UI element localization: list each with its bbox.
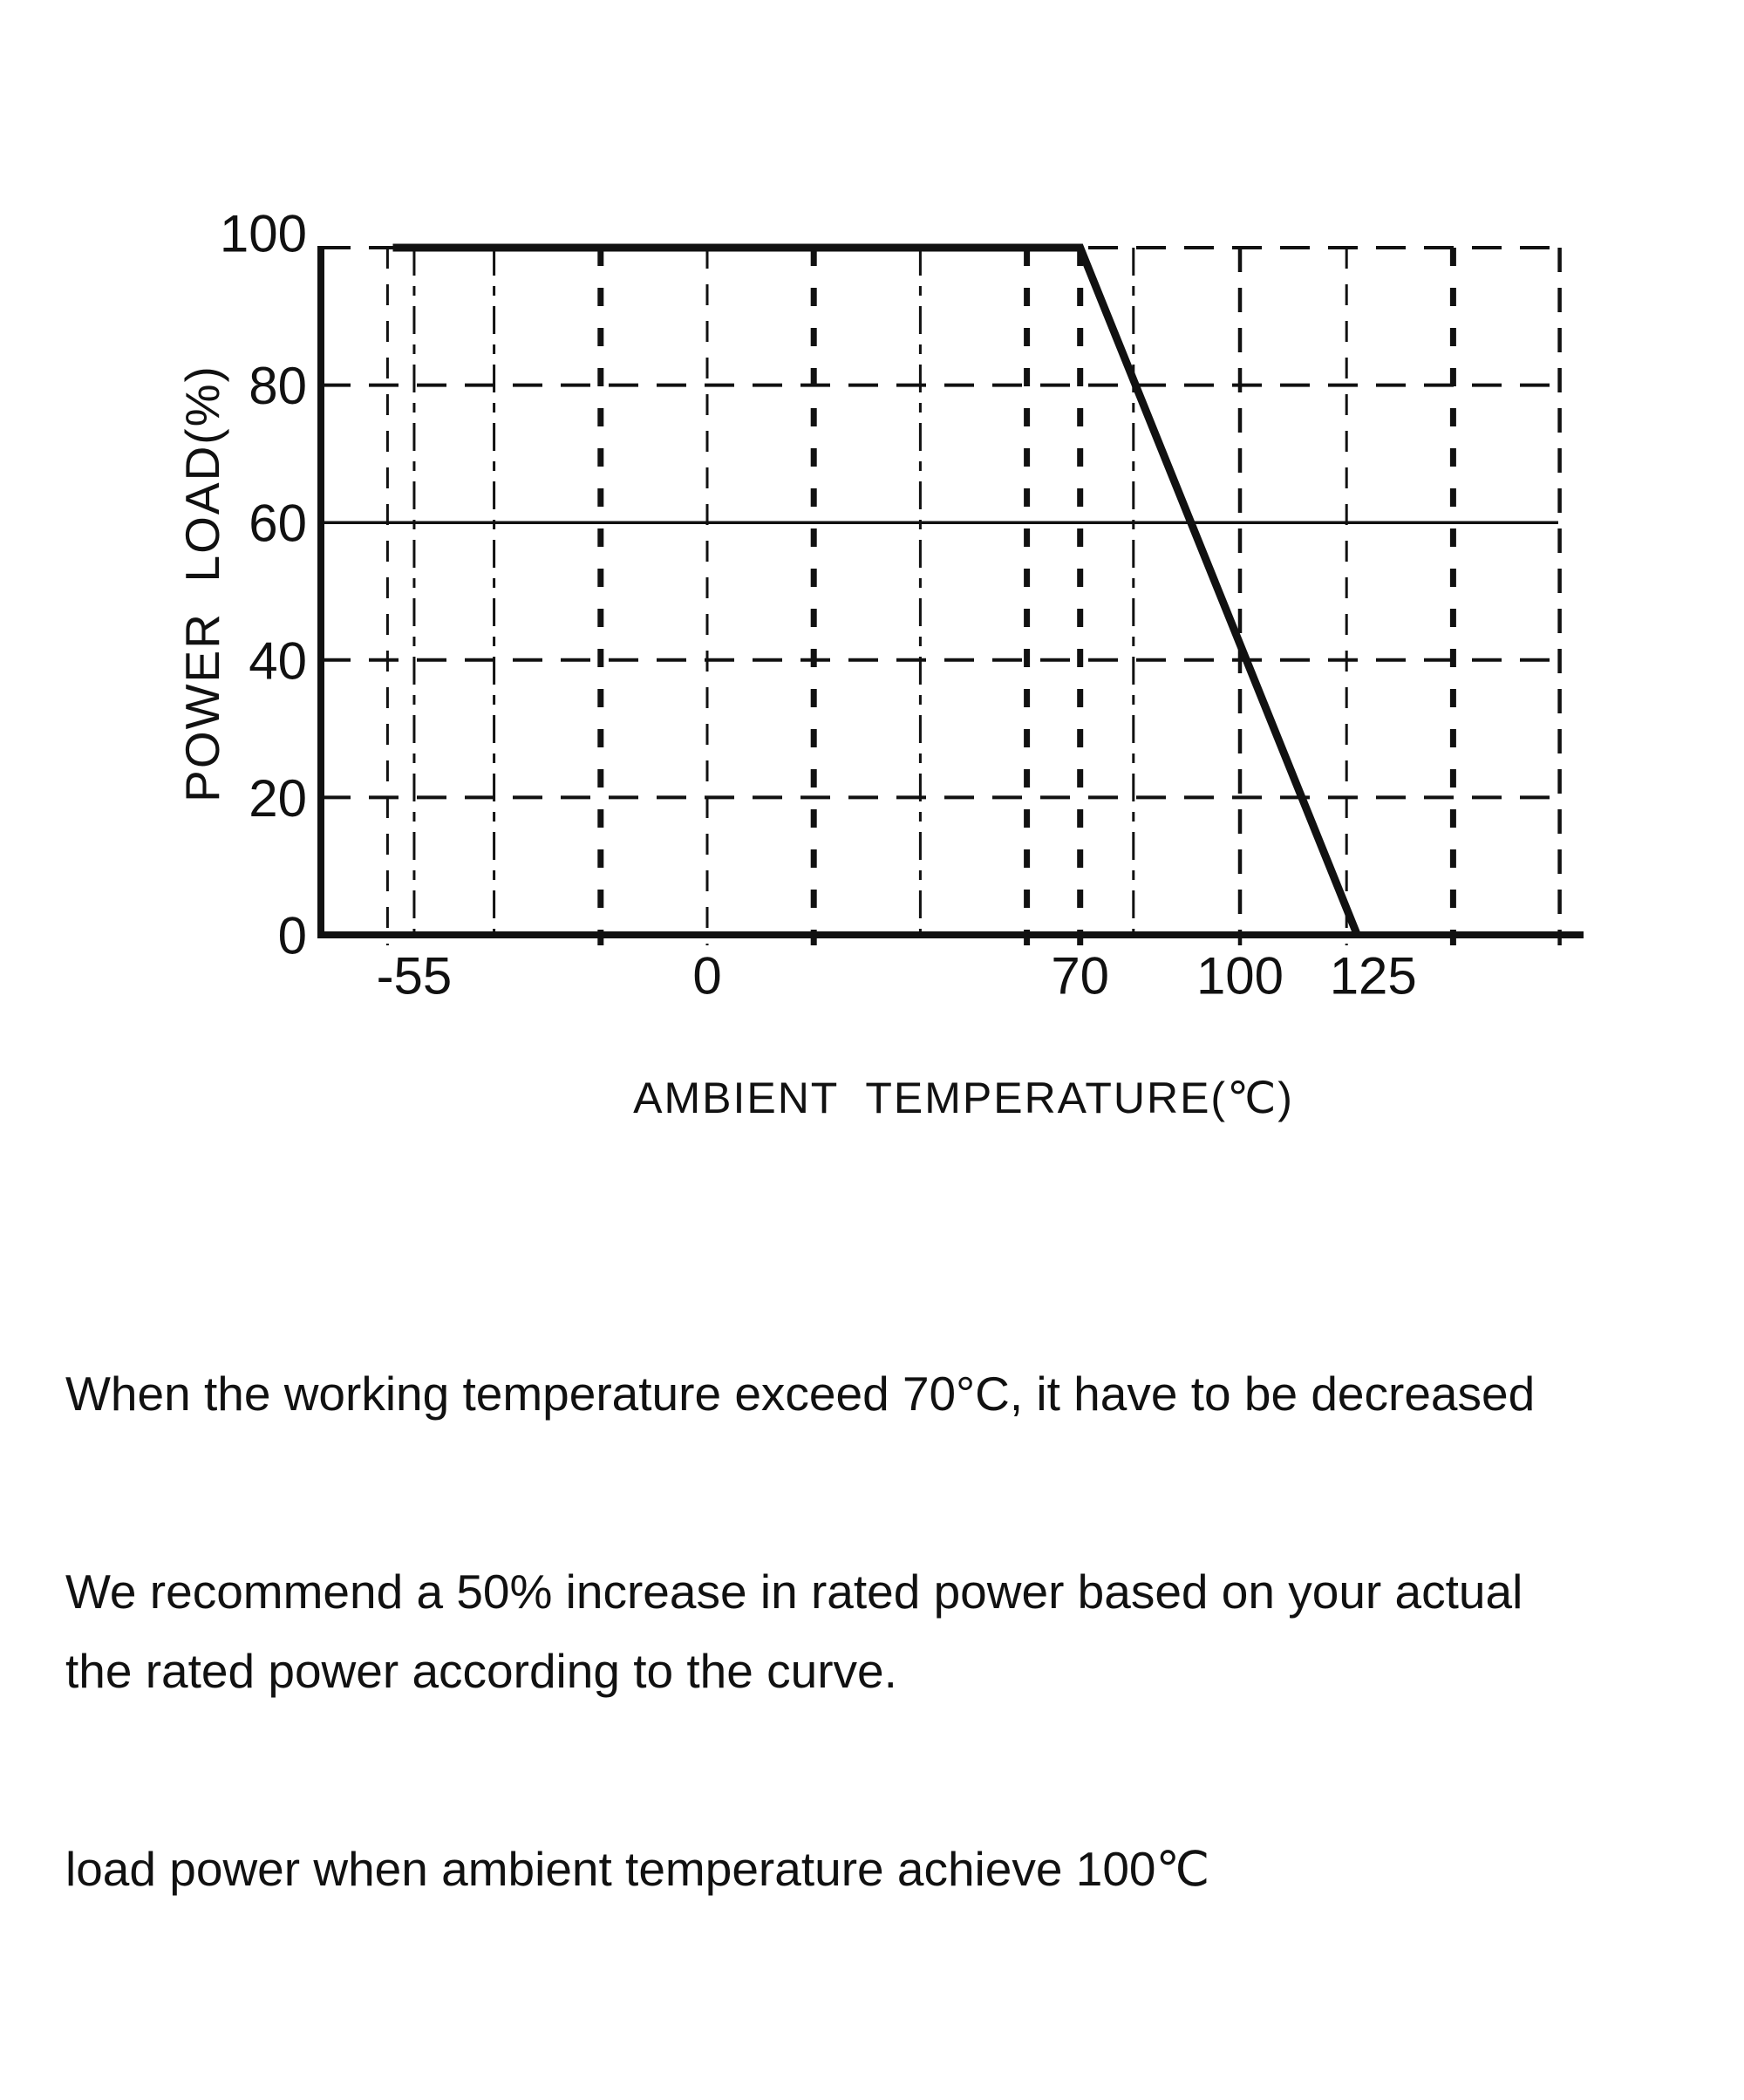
y-tick-label-0: 0 [277,906,307,965]
y-tick-label-100: 100 [219,204,307,263]
vertical-gridlines [387,248,1559,945]
x-tick-label--55: -55 [376,946,453,1006]
x-axis-title: AMBIENT TEMPERATURE(℃) [633,1074,1294,1122]
note-line: When the working temperature exceed 70°C, it have to be decreased [65,1367,1536,1421]
y-tick-label-80: 80 [249,357,307,416]
x-tick-label-100: 100 [1196,946,1284,1006]
note-line: load power when ambient temperature achieve 100℃ [65,1842,1210,1896]
tick-labels [220,205,1417,1006]
horizontal-gridlines [321,248,1558,797]
curve-group [393,248,1358,935]
x-tick-label-125: 125 [1329,946,1417,1006]
y-tick-label-20: 20 [249,768,307,828]
x-tick-label-0: 0 [692,946,722,1006]
note-paragraph [65,1360,1523,2100]
note-line: the rated power according to the curve. [65,1644,897,1698]
axes-group [317,246,1584,938]
y-axis-title: POWER LOAD(%) [175,365,229,802]
y-tick-label-60: 60 [249,494,307,553]
power-load-derating-curve [393,248,1358,935]
note-line: We recommend a 50% increase in rated power based on your actual [65,1565,1523,1619]
y-tick-label-40: 40 [249,631,307,691]
x-tick-label-70: 70 [1051,946,1110,1006]
